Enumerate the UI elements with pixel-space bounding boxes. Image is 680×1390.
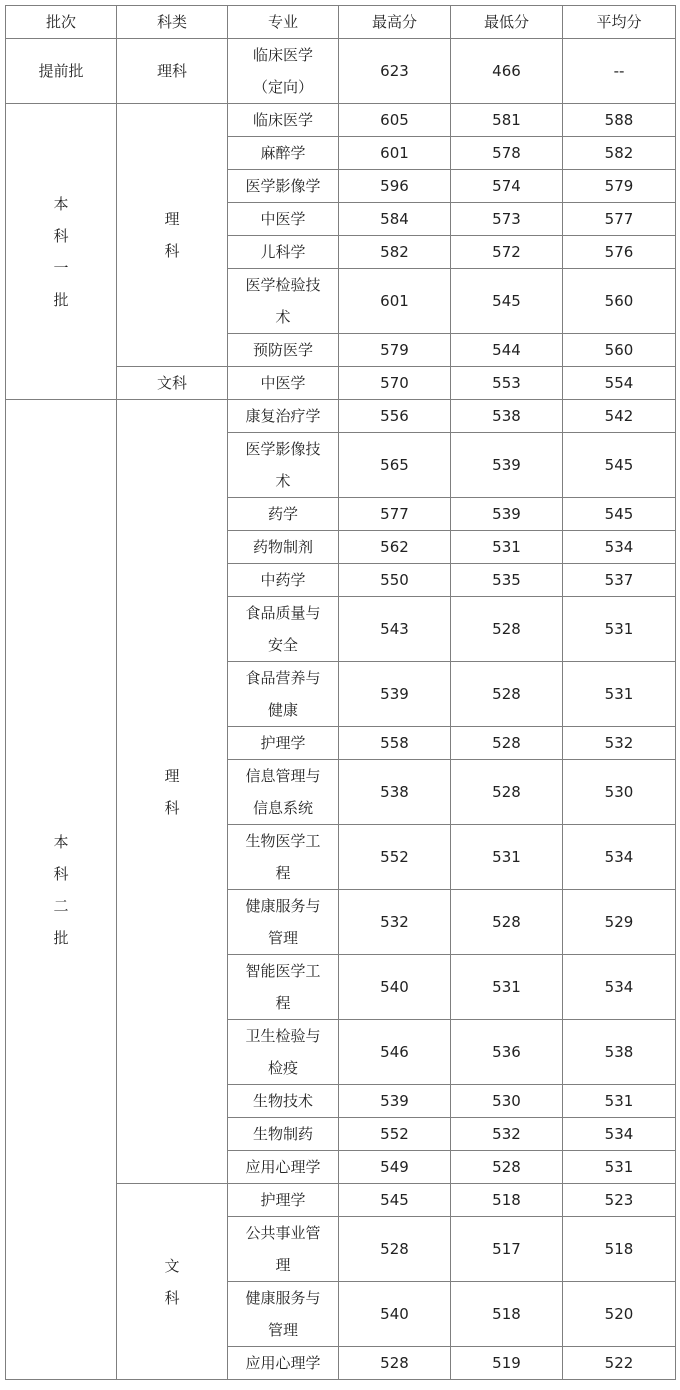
max-score-cell: 570	[339, 367, 451, 400]
min-score-cell: 535	[451, 564, 563, 597]
batch-cell-second	[6, 400, 117, 1380]
avg-score-cell: 522	[563, 1347, 676, 1380]
major-cell: 中医学	[228, 367, 339, 400]
min-score-cell: 539	[451, 433, 563, 498]
subject-cell-science-char: 理	[164, 210, 180, 228]
min-score-cell: 553	[451, 367, 563, 400]
min-score-cell: 572	[451, 236, 563, 269]
major-cell: 生物技术	[228, 1085, 339, 1118]
min-score-cell: 532	[451, 1118, 563, 1151]
max-score-cell: 538	[339, 760, 451, 825]
avg-score-cell: 532	[563, 727, 676, 760]
subject-cell-arts-char: 文	[164, 1256, 180, 1275]
avg-score-cell: 576	[563, 236, 676, 269]
major-cell: 医学影像技 术	[228, 433, 339, 498]
max-score-cell: 601	[339, 269, 451, 334]
max-score-cell: 605	[339, 104, 451, 137]
batch-cell-second-char: 科	[53, 864, 69, 883]
subject-cell-science	[117, 104, 228, 367]
max-score-cell: 528	[339, 1347, 451, 1380]
max-score-cell: 550	[339, 564, 451, 597]
batch-cell-first-char: 一	[53, 258, 69, 277]
min-score-cell: 574	[451, 170, 563, 203]
min-score-cell: 466	[451, 39, 563, 104]
max-score-cell: 552	[339, 825, 451, 890]
admission-score-table	[5, 5, 676, 1380]
major-cell: 药物制剂	[228, 531, 339, 564]
table-row	[6, 39, 676, 104]
max-score-cell: 539	[339, 1085, 451, 1118]
min-score-cell: 518	[451, 1184, 563, 1217]
avg-score-cell: 534	[563, 1118, 676, 1151]
max-score-cell: 623	[339, 39, 451, 104]
max-score-cell: 552	[339, 1118, 451, 1151]
avg-score-cell: 554	[563, 367, 676, 400]
avg-score-cell: 518	[563, 1217, 676, 1282]
min-score-cell: 528	[451, 890, 563, 955]
max-score-cell: 577	[339, 498, 451, 531]
header-batch: 批次	[6, 6, 117, 39]
max-score-cell: 543	[339, 597, 451, 662]
major-cell: 生物制药	[228, 1118, 339, 1151]
min-score-cell: 581	[451, 104, 563, 137]
avg-score-cell: 588	[563, 104, 676, 137]
avg-score-cell: 538	[563, 1020, 676, 1085]
max-score-cell: 584	[339, 203, 451, 236]
subject-cell-arts-char: 科	[164, 1288, 180, 1307]
avg-score-cell: 534	[563, 531, 676, 564]
subject-cell-science-char: 科	[164, 242, 180, 260]
major-cell: 应用心理学	[228, 1347, 339, 1380]
major-cell: 健康服务与 管理	[228, 890, 339, 955]
table-body	[6, 6, 676, 1380]
major-cell: 食品质量与 安全	[228, 597, 339, 662]
batch-cell-second-char: 二	[53, 896, 69, 915]
avg-score-cell: 582	[563, 137, 676, 170]
min-score-cell: 518	[451, 1282, 563, 1347]
major-cell: 中药学	[228, 564, 339, 597]
avg-score-cell: 530	[563, 760, 676, 825]
major-cell: 药学	[228, 498, 339, 531]
avg-score-cell: 545	[563, 498, 676, 531]
major-cell: 预防医学	[228, 334, 339, 367]
max-score-cell: 532	[339, 890, 451, 955]
avg-score-cell: 537	[563, 564, 676, 597]
min-score-cell: 528	[451, 1151, 563, 1184]
avg-score-cell: 531	[563, 1085, 676, 1118]
major-cell: 护理学	[228, 1184, 339, 1217]
header-major: 专业	[228, 6, 339, 39]
avg-score-cell: 531	[563, 597, 676, 662]
max-score-cell: 545	[339, 1184, 451, 1217]
avg-score-cell: 560	[563, 334, 676, 367]
max-score-cell: 549	[339, 1151, 451, 1184]
major-cell: 健康服务与 管理	[228, 1282, 339, 1347]
min-score-cell: 536	[451, 1020, 563, 1085]
header-min-score: 最低分	[451, 6, 563, 39]
min-score-cell: 528	[451, 597, 563, 662]
max-score-cell: 528	[339, 1217, 451, 1282]
max-score-cell: 546	[339, 1020, 451, 1085]
min-score-cell: 530	[451, 1085, 563, 1118]
avg-score-cell: 545	[563, 433, 676, 498]
min-score-cell: 528	[451, 727, 563, 760]
batch-cell-first-char: 科	[53, 226, 69, 245]
max-score-cell: 565	[339, 433, 451, 498]
major-cell: 临床医学 （定向）	[228, 39, 339, 104]
header-max-score: 最高分	[339, 6, 451, 39]
avg-score-cell: 534	[563, 955, 676, 1020]
major-cell: 信息管理与 信息系统	[228, 760, 339, 825]
major-cell: 麻醉学	[228, 137, 339, 170]
major-cell: 临床医学	[228, 104, 339, 137]
subject-cell-science-char: 理	[164, 766, 180, 785]
major-cell: 护理学	[228, 727, 339, 760]
major-cell: 医学影像学	[228, 170, 339, 203]
avg-score-cell: --	[563, 39, 676, 104]
min-score-cell: 538	[451, 400, 563, 433]
max-score-cell: 558	[339, 727, 451, 760]
major-cell: 医学检验技 术	[228, 269, 339, 334]
max-score-cell: 579	[339, 334, 451, 367]
avg-score-cell: 523	[563, 1184, 676, 1217]
major-cell: 智能医学工 程	[228, 955, 339, 1020]
min-score-cell: 531	[451, 955, 563, 1020]
major-cell: 应用心理学	[228, 1151, 339, 1184]
avg-score-cell: 560	[563, 269, 676, 334]
batch-cell-first-char: 本	[53, 194, 69, 213]
min-score-cell: 573	[451, 203, 563, 236]
batch-cell-first	[6, 104, 117, 400]
avg-score-cell: 531	[563, 662, 676, 727]
header-avg-score: 平均分	[563, 6, 676, 39]
max-score-cell: 596	[339, 170, 451, 203]
batch-cell-second-char: 本	[53, 832, 69, 851]
major-cell: 公共事业管 理	[228, 1217, 339, 1282]
table-row	[6, 400, 676, 433]
header-row	[6, 6, 676, 39]
min-score-cell: 531	[451, 825, 563, 890]
header-subject: 科类	[117, 6, 228, 39]
avg-score-cell: 529	[563, 890, 676, 955]
avg-score-cell: 577	[563, 203, 676, 236]
min-score-cell: 528	[451, 662, 563, 727]
min-score-cell: 544	[451, 334, 563, 367]
major-cell: 食品营养与 健康	[228, 662, 339, 727]
avg-score-cell: 579	[563, 170, 676, 203]
max-score-cell: 540	[339, 955, 451, 1020]
subject-cell-science: 理科	[117, 39, 228, 104]
min-score-cell: 517	[451, 1217, 563, 1282]
avg-score-cell: 542	[563, 400, 676, 433]
avg-score-cell: 531	[563, 1151, 676, 1184]
max-score-cell: 540	[339, 1282, 451, 1347]
subject-cell-science-char: 科	[164, 798, 180, 817]
major-cell: 儿科学	[228, 236, 339, 269]
min-score-cell: 578	[451, 137, 563, 170]
max-score-cell: 562	[339, 531, 451, 564]
min-score-cell: 531	[451, 531, 563, 564]
table-row	[6, 104, 676, 137]
subject-cell-arts: 文科	[117, 367, 228, 400]
major-cell: 生物医学工 程	[228, 825, 339, 890]
major-cell: 康复治疗学	[228, 400, 339, 433]
avg-score-cell: 520	[563, 1282, 676, 1347]
max-score-cell: 539	[339, 662, 451, 727]
subject-cell-arts	[117, 1184, 228, 1380]
min-score-cell: 545	[451, 269, 563, 334]
major-cell: 中医学	[228, 203, 339, 236]
batch-cell-first-char: 批	[53, 290, 69, 309]
batch-cell-second-char: 批	[53, 928, 69, 947]
max-score-cell: 601	[339, 137, 451, 170]
min-score-cell: 528	[451, 760, 563, 825]
avg-score-cell: 534	[563, 825, 676, 890]
min-score-cell: 519	[451, 1347, 563, 1380]
batch-cell-early: 提前批	[6, 39, 117, 104]
min-score-cell: 539	[451, 498, 563, 531]
max-score-cell: 582	[339, 236, 451, 269]
max-score-cell: 556	[339, 400, 451, 433]
major-cell: 卫生检验与 检疫	[228, 1020, 339, 1085]
subject-cell-science	[117, 400, 228, 1184]
